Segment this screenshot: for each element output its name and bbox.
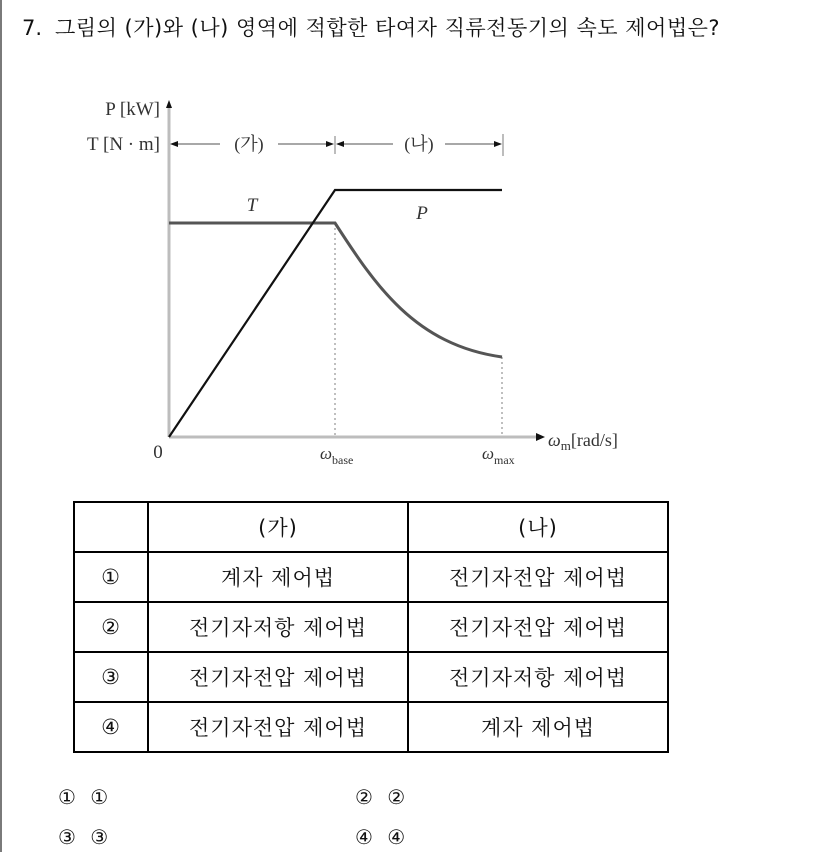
x-axis-label: $\omega_m[rad/s]$ bbox=[548, 430, 618, 453]
row-number: ③ bbox=[74, 652, 148, 702]
table-header-cell bbox=[74, 502, 148, 552]
region-b-method: 전기자전압 제어법 bbox=[408, 552, 668, 602]
answer-option-1[interactable]: ① ① bbox=[58, 785, 113, 809]
y-axis-label-power: P [kW] bbox=[105, 99, 160, 120]
region-b-method: 전기자저항 제어법 bbox=[408, 652, 668, 702]
answer-option-3[interactable]: ③ ③ bbox=[58, 825, 113, 849]
torque-curve-label: T bbox=[246, 195, 258, 216]
table-header-cell: (나) bbox=[408, 502, 668, 552]
table-row bbox=[74, 602, 668, 652]
chart-svg bbox=[0, 85, 826, 485]
table-header-cell: (가) bbox=[148, 502, 408, 552]
table-header-row bbox=[74, 502, 668, 552]
row-number: ④ bbox=[74, 702, 148, 752]
x-axis-arrow-icon bbox=[536, 433, 545, 441]
options-table bbox=[73, 501, 669, 753]
region-b-label: (나) bbox=[404, 134, 434, 154]
region-a-method: 전기자저항 제어법 bbox=[148, 602, 408, 652]
x-tick-base: $\omega_{base}$ bbox=[320, 444, 354, 467]
table-row bbox=[74, 552, 668, 602]
row-number: ② bbox=[74, 602, 148, 652]
region-b-method: 계자 제어법 bbox=[408, 702, 668, 752]
region-a-method: 전기자전압 제어법 bbox=[148, 652, 408, 702]
y-axis-label-torque: T [N · m] bbox=[87, 134, 160, 155]
power-curve-label: P bbox=[416, 203, 428, 224]
region-a-label: (가) bbox=[234, 134, 264, 154]
x-tick-max: $\omega_{max}$ bbox=[482, 444, 515, 467]
torque-power-speed-figure bbox=[0, 85, 826, 485]
y-axis-arrow-icon bbox=[166, 100, 172, 108]
table-row bbox=[74, 702, 668, 752]
row-number: ① bbox=[74, 552, 148, 602]
region-b-method: 전기자전압 제어법 bbox=[408, 602, 668, 652]
table-row bbox=[74, 652, 668, 702]
answer-option-4[interactable]: ④ ④ bbox=[355, 825, 410, 849]
question-number: 7. bbox=[22, 16, 43, 40]
origin-label: 0 bbox=[153, 442, 163, 463]
region-a-method: 계자 제어법 bbox=[148, 552, 408, 602]
answer-option-2[interactable]: ② ② bbox=[355, 785, 410, 809]
question-text: 그림의 (가)와 (나) 영역에 적합한 타여자 직류전동기의 속도 제어법은? bbox=[55, 16, 721, 40]
region-a-method: 전기자전압 제어법 bbox=[148, 702, 408, 752]
